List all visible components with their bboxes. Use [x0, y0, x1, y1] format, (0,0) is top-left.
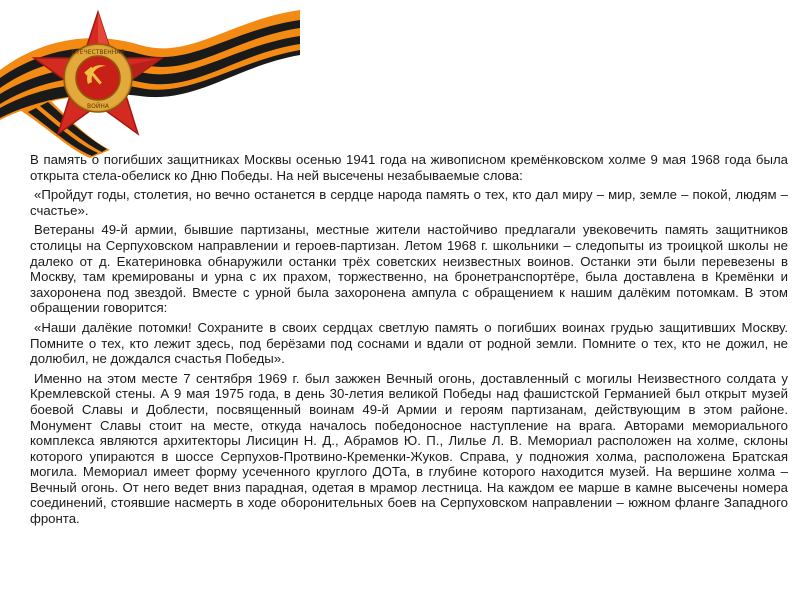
article-text	[30, 152, 788, 531]
inscription-ring	[64, 44, 132, 112]
paragraph-2-quote: «Пройдут годы, столетия, но вечно останется в сердце народа память о тех, кто дал миру – мир, земле – покой, людям – счастье».	[30, 187, 788, 218]
svg-text:ВОЙНА: ВОЙНА	[87, 103, 109, 110]
order-of-patriotic-war-emblem	[0, 0, 300, 160]
paragraph-4-quote: «Наши далёкие потомки! Сохраните в своих сердцах светлую память о погибших воинах грудью защитивших Москву. Помните о тех, кто лежит здесь, под берёзами под соснами и вдали от родной земли. Помните о тех, кто не дожил, не долюбил, не дождался счастья Победы».	[30, 319, 788, 367]
paragraph-5: Именно на этом месте 7 сентября 1969 г. был зажжен Вечный огонь, доставленный с могилы Неизвестного солдата у Кремлевской стены. А 9 мая 1975 года, в день 30-летия великой Победы над фашистской Германией был открыт музей боевой Славы и Доблести, посвященный воинам 49-й Армии и героям партизанам, действующим в этом районе. Монумент Славы стоит на месте, откуда началось победоносное наступление на врага. Авторами мемориального комплекса являются архитекторы Лисицин Н. Д., Абрамов Ю. П., Лилье Л. В. Мемориал расположен на холме, склоны которого упираются в шоссе Серпухов-Протвино-Кременки-Жуков. Справа, у подножия холма, расположена Братская могила. Мемориал имеет форму усеченного круглого ДОТа, в глубине которого находится музей. На вершине холма – Вечный огонь. От него ведет вниз парадная, одетая в мрамор лестница. На каждом ее марше в камне высечены номера соединений, стоявшие насмерть в ходе оборонительных боев на Серпуховском направлении – южном фланге Западного фронта.	[30, 370, 788, 527]
paragraph-1: В память о погибших защитниках Москвы осенью 1941 года на живописном кремёнковском холме 9 мая 1968 года была открыта стела-обелиск ко Дню Победы. На ней высечены незабываемые слова:	[30, 152, 788, 183]
st-george-ribbon	[0, 10, 300, 158]
paragraph-3: Ветераны 49-й армии, бывшие партизаны, местные жители настойчиво предлагали увековечить память защитников столицы на Серпуховском направлении и героев-партизан. Летом 1968 г. школьники – следопыты из троицкой школы не далеко от д. Екатериновка обнаружили останки трёх советских неизвестных воинов. Останки эти были перевезены в Москву, там кремированы и урна с их прахом, торжественно, на бронетранспортёре, была доставлена в Кремёнки и захоронена под звездой. Вместе с урной была захоронена ампула с обращением к нашим далёким потомкам. В этом обращении говорится:	[30, 222, 788, 316]
svg-text:ОТЕЧЕСТВЕННАЯ: ОТЕЧЕСТВЕННАЯ	[71, 49, 125, 56]
